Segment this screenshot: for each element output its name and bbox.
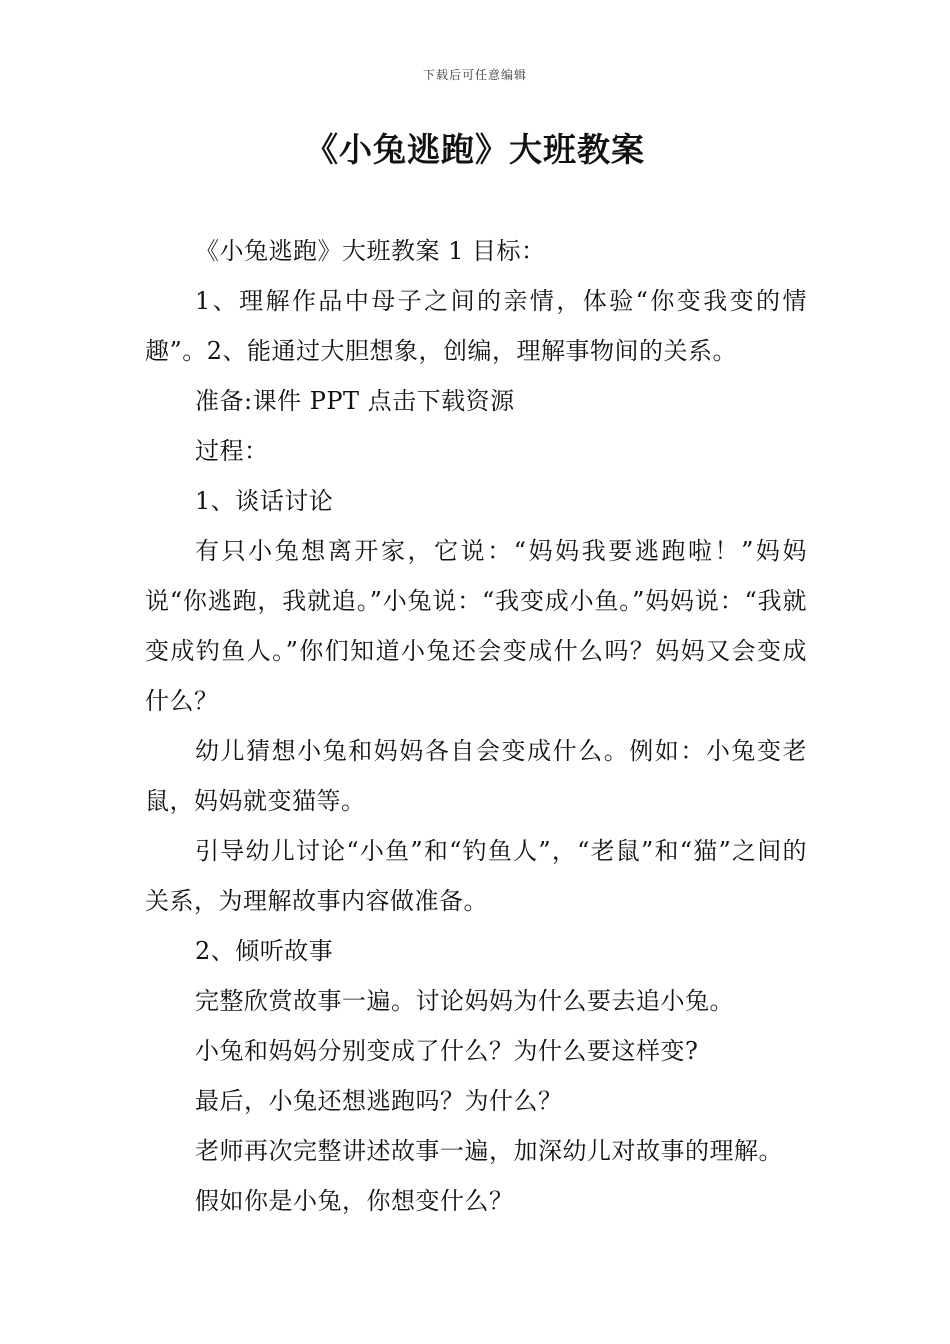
paragraph-preparation: 准备:课件 PPT 点击下载资源 (195, 387, 515, 415)
paragraph-story-dialogue: 有只小兔想离开家，它说：“妈妈我要逃跑啦！”妈妈说“你逃跑，我就追。”小兔说：“我变成小鱼。”妈妈说：“我就变成钓鱼人。”你们知道小兔还会变成什么吗？妈妈又会变成什么？ (145, 537, 807, 715)
paragraph-process-heading: 过程： (195, 437, 269, 465)
paragraph-question-final: 最后，小兔还想逃跑吗？为什么？ (195, 1087, 563, 1115)
page-title: 《小兔逃跑》大班教案 (305, 130, 645, 169)
paragraph-appreciate: 完整欣赏故事一遍。讨论妈妈为什么要去追小兔。 (195, 987, 734, 1015)
paragraph-goals: 1、理解作品中母子之间的亲情，体验“你变我变的情趣”。2、能通过大胆想象，创编，理解事物间的关系。 (145, 287, 807, 365)
paragraph-imagine: 假如你是小兔，你想变什么？ (195, 1187, 514, 1215)
paragraph-step2-heading: 2、倾听故事 (195, 937, 334, 965)
paragraph-step1-heading: 1、谈话讨论 (195, 487, 334, 515)
document-body (145, 226, 807, 1226)
paragraph-goal-heading: 《小兔逃跑》大班教案 1 目标： (195, 237, 546, 265)
paragraph-retell: 老师再次完整讲述故事一遍，加深幼儿对故事的理解。 (195, 1137, 783, 1165)
header-note: 下载后可任意编辑 (422, 68, 527, 82)
paragraph-guess: 幼儿猜想小兔和妈妈各自会变成什么。例如：小兔变老鼠，妈妈就变猫等。 (145, 737, 807, 815)
paragraph-discussion: 引导幼儿讨论“小鱼”和“钓鱼人”，“老鼠”和“猫”之间的关系，为理解故事内容做准备。 (145, 837, 807, 915)
paragraph-question-change: 小兔和妈妈分别变成了什么？为什么要这样变? (195, 1037, 699, 1065)
